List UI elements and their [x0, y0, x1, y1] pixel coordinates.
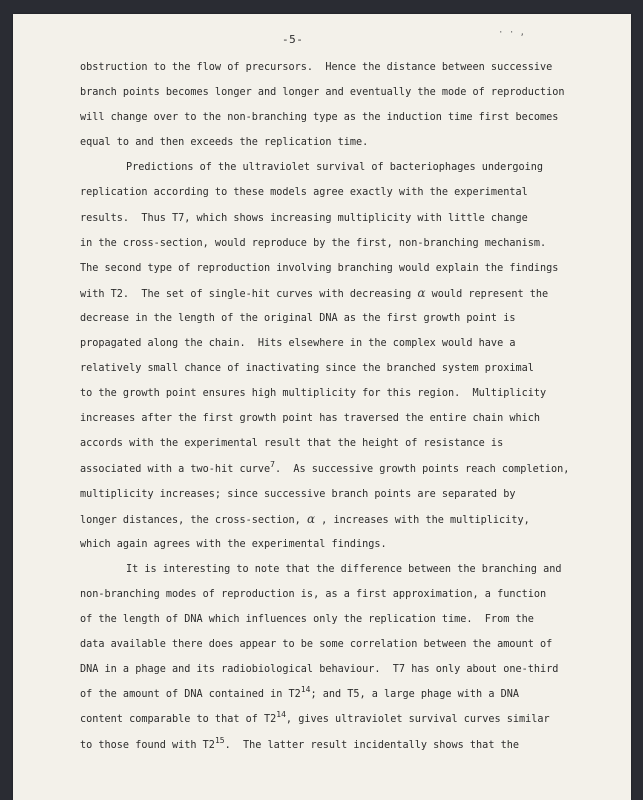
text-segment: content comparable to that of T2 [80, 714, 277, 726]
alpha-symbol: α [417, 285, 426, 300]
text-line: increases after the first growth point has traversed the entire chain which [80, 413, 541, 425]
text-line: in the cross-section, would reproduce by the first, non-branching mechanism. [80, 237, 547, 249]
text-line [80, 510, 600, 535]
text-line: of the length of DNA which influences only the replication time. From the [80, 614, 534, 626]
footnote-ref: 14 [276, 710, 286, 720]
text-line: Predictions of the ultraviolet survival of bacteriophages undergoing [126, 162, 544, 174]
text-segment: , gives ultraviolet survival curves similar [285, 714, 550, 726]
text-line [80, 284, 600, 309]
text-line: It is interesting to note that the difference between the branching and [126, 563, 562, 575]
text-segment: associated with a two-hit curve [80, 463, 271, 475]
page-body [80, 58, 600, 761]
footnote-ref: 14 [300, 685, 311, 695]
text-segment: to those found with T2 [80, 739, 215, 751]
text-line: multiplicity increases; since successive branch points are separated by [80, 488, 516, 500]
text-line: to the growth point ensures high multiplicity for this region. Multiplicity [80, 388, 547, 400]
text-line: The second type of reproduction involving branching would explain the findings [80, 262, 559, 274]
text-segment: of the amount of DNA contained in T2 [80, 689, 301, 701]
text-line: propagated along the chain. Hits elsewhere in the complex would have a [80, 338, 516, 350]
text-line [80, 736, 600, 761]
text-line: decrease in the length of the original DNA as the first growth point is [80, 312, 516, 324]
text-line: results. Thus T7, which shows increasing multiplicity with little change [80, 212, 528, 224]
text-line: equal to and then exceeds the replication time. [80, 137, 369, 149]
paper-specks: · · , [498, 28, 526, 38]
text-segment: with T2. The set of single-hit curves with decreasing [80, 288, 418, 300]
text-line: data available there does appear to be some correlation between the amount of [80, 639, 553, 651]
text-line [80, 685, 600, 710]
footnote-ref: 7 [270, 459, 275, 469]
text-line: which again agrees with the experimental findings. [80, 538, 387, 550]
text-line: obstruction to the flow of precursors. Hence the distance between successive [80, 62, 553, 73]
text-segment: . As successive growth points reach completion, [274, 463, 570, 475]
text-line: relatively small chance of inactivating since the branched system proximal [80, 363, 534, 375]
text-line: accords with the experimental result that the height of resistance is [80, 438, 504, 450]
text-segment: would represent the [425, 288, 549, 300]
text-segment: longer distances, the cross-section, [80, 514, 307, 526]
footnote-ref: 15 [214, 735, 225, 745]
text-line [80, 460, 600, 485]
text-segment: , increases with the multiplicity, [315, 514, 530, 526]
text-line: DNA in a phage and its radiobiological behaviour. T7 has only about one-third [80, 664, 559, 676]
text-segment: ; and T5, a large phage with a DNA [310, 689, 519, 701]
page-number: -5- [282, 33, 304, 46]
text-line: non-branching modes of reproduction is, as a first approximation, a function [80, 588, 547, 600]
alpha-symbol: α [306, 511, 316, 526]
text-line: will change over to the non-branching type as the induction time first becomes [80, 112, 559, 124]
text-line: branch points becomes longer and longer and eventually the mode of reproduction [80, 87, 565, 99]
text-line [80, 710, 600, 735]
text-line: replication according to these models agree exactly with the experimental [80, 187, 528, 199]
text-segment: . The latter result incidentally shows that the [224, 739, 519, 751]
